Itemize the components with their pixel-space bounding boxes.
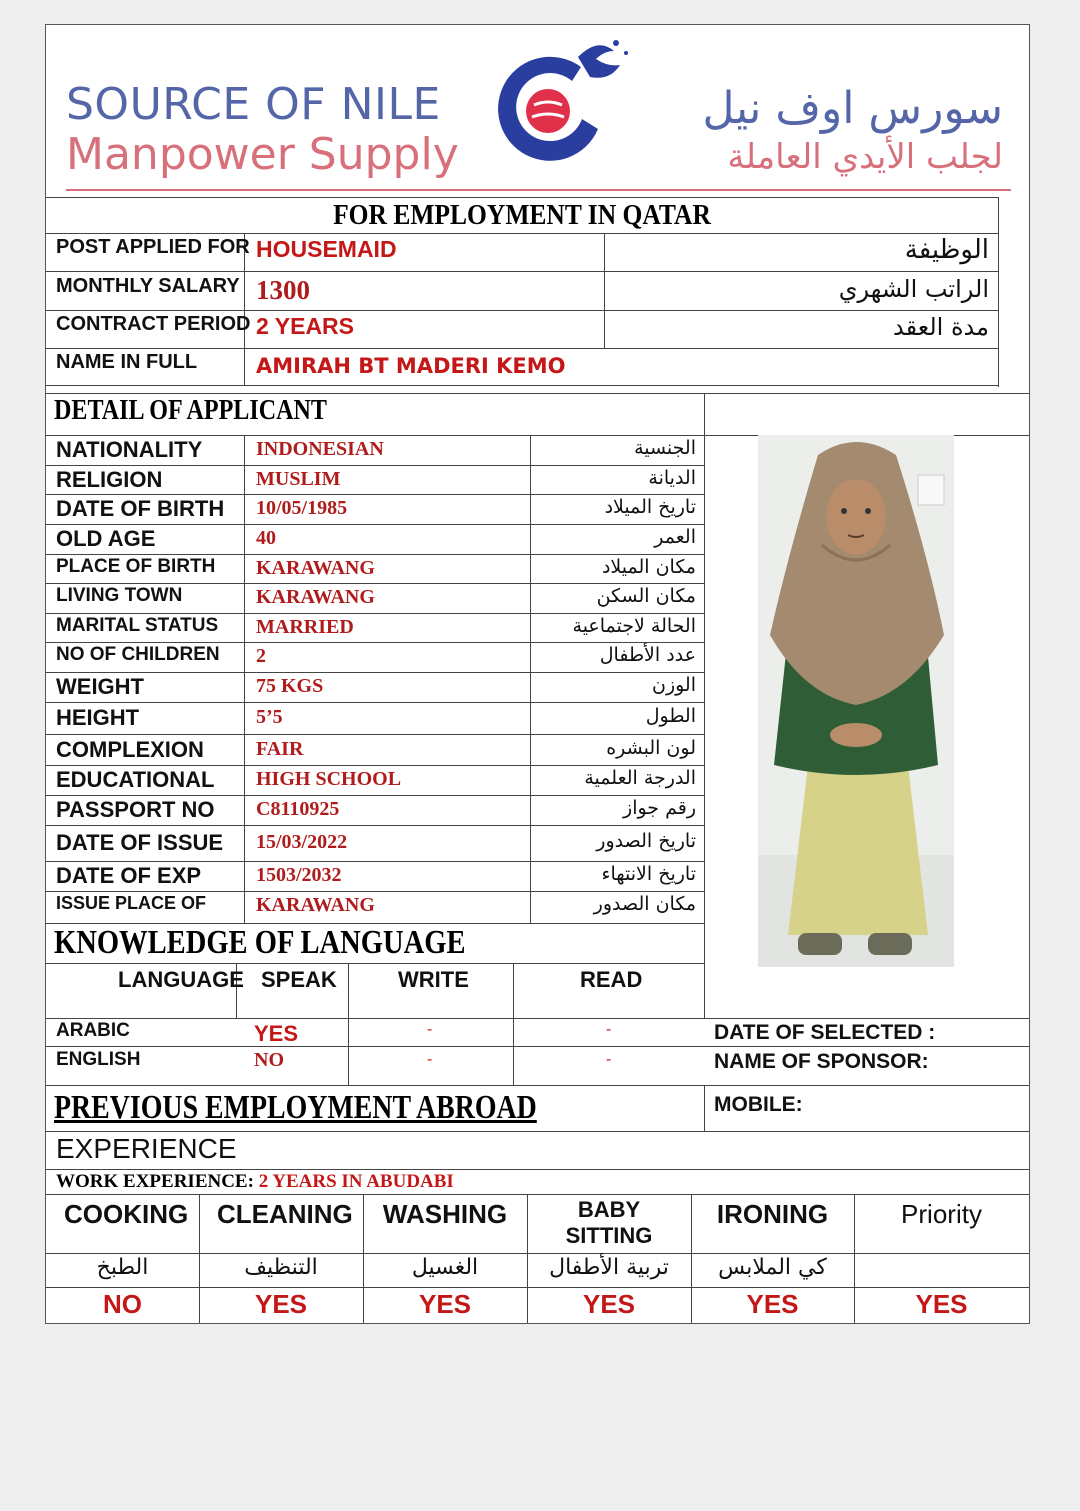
detail-label-ar: عدد الأطفال [599,644,696,666]
detail-value: 40 [256,527,276,549]
sponsor-mobile: MOBILE: [714,1093,803,1116]
detail-value: 10/05/1985 [256,497,348,519]
language-title: KNOWLEDGE OF LANGUAGE [54,924,466,961]
detail-value: KARAWANG [256,894,375,916]
sponsor-name: NAME OF SPONSOR: [714,1050,929,1073]
detail-value: C8110925 [256,798,340,820]
detail-value: 1503/2032 [256,864,342,886]
skill-value: NO [103,1289,142,1319]
skill-name-ar: التنظيف [244,1255,318,1280]
detail-row [46,642,704,672]
detail-label: RELIGION [56,466,163,492]
application-form [45,24,1030,1324]
detail-label-ar: الدرجة العلمية [584,767,696,789]
work-experience-value: 2 YEARS IN ABUDABI [258,1171,454,1192]
header-banner [46,25,1029,197]
company-tagline-ar: لجلب الأيدي العاملة [727,137,1003,177]
language-speak: YES [254,1021,299,1046]
company-logo-icon [486,37,636,177]
detail-label-ar: تاريخ الانتهاء [601,863,696,885]
applicant-photo [758,435,954,967]
detail-label-ar: مكان الميلاد [601,555,696,578]
skill-name: Priority [901,1199,982,1229]
post-applied-label: POST APPLIED FOR [56,236,250,258]
full-name-value: AMIRAH BT MADERI KEMO [256,354,566,378]
skill-name: WASHING [382,1199,508,1229]
contract-period-value: 2 YEARS [256,313,355,339]
skill-name-ar: تربية الأطفال [549,1255,669,1280]
post-applied-ar: الوظيفة [904,235,989,265]
post-applied-value: HOUSEMAID [256,236,397,262]
skill-value: YES [582,1289,636,1319]
detail-label-ar: الطول [645,705,696,727]
detail-label: NATIONALITY [56,437,203,462]
detail-label: WEIGHT [56,674,144,699]
detail-row [46,524,704,554]
detail-label: DATE OF ISSUE [56,830,224,855]
detail-row [46,494,704,524]
detail-value: FAIR [256,737,304,760]
language-write: - [427,1021,433,1038]
experience-title: EXPERIENCE [56,1133,237,1164]
detail-value: HIGH SCHOOL [256,768,402,790]
company-name-ar: سورس اوف نيل [702,83,1003,134]
detail-row [46,825,704,861]
header-divider [66,189,1011,191]
detail-label-ar: لون البشره [606,736,696,759]
language-name: ENGLISH [56,1049,141,1070]
detail-label: EDUCATIONAL [56,767,215,792]
detail-row [46,672,704,702]
lang-header-language: LANGUAGE [118,967,244,992]
detail-label: MARITAL STATUS [56,614,219,636]
language-read: - [606,1021,612,1038]
lang-header-read: READ [580,967,643,992]
skill-name: CLEANING [217,1199,353,1229]
detail-label: COMPLEXION [56,736,204,762]
language-speak: NO [254,1049,284,1071]
skill-name: IRONING [716,1199,829,1229]
contract-period-label: CONTRACT PERIOD [56,313,251,335]
detail-label: OLD AGE [56,526,156,551]
monthly-salary-value: 1300 [256,275,310,305]
detail-row [46,891,704,921]
language-read: - [606,1051,612,1068]
company-name-en: SOURCE OF NILE [66,79,441,130]
detail-row [46,554,704,583]
skill-value: YES [254,1289,308,1319]
detail-label: HEIGHT [56,705,140,730]
detail-row [46,702,704,734]
form-title: FOR EMPLOYMENT IN QATAR [333,199,711,231]
detail-label-ar: مكان السكن [596,585,696,607]
detail-row [46,734,704,765]
detail-row [46,465,704,494]
detail-row [46,795,704,825]
lang-header-write: WRITE [398,967,469,992]
detail-label-ar: مكان الصدور [593,893,696,915]
detail-label: LIVING TOWN [56,585,183,606]
monthly-salary-ar: الراتب الشهري [838,275,989,303]
skill-name-ar: الغسيل [411,1255,479,1280]
detail-label-ar: الوزن [651,674,696,696]
skill-name: COOKING [64,1199,189,1229]
detail-value: KARAWANG [256,586,375,608]
detail-value: 5’5 [256,706,283,728]
skill-name: BABY SITTING [565,1197,653,1248]
detail-value: 75 KGS [256,675,324,697]
language-name: ARABIC [56,1020,130,1041]
detail-row [46,583,704,613]
detail-label-ar: رقم جواز [623,797,696,819]
detail-label: PLACE OF BIRTH [56,555,216,577]
detail-value: MUSLIM [256,467,341,490]
detail-label-ar: تاريخ الصدور [596,830,696,852]
detail-label: PASSPORT NO [56,797,215,822]
detail-label: DATE OF BIRTH [56,496,225,521]
contract-period-ar: مدة العقد [893,313,989,341]
detail-label: DATE OF EXP [56,863,202,888]
detail-row [46,613,704,642]
detail-label-ar: الديانة [648,466,696,489]
detail-label-ar: تاريخ الميلاد [604,496,696,518]
detail-label: NO OF CHILDREN [56,644,220,665]
skill-value: YES [746,1289,799,1319]
detail-label-ar: الجنسية [634,437,696,459]
detail-title: DETAIL OF APPLICANT [54,395,327,426]
previous-employment-title: PREVIOUS EMPLOYMENT ABROAD [54,1089,537,1126]
detail-row [46,435,704,465]
detail-row [46,861,704,891]
language-write: - [427,1051,433,1068]
work-experience [56,1171,454,1193]
sponsor-date-selected: DATE OF SELECTED : [714,1021,936,1044]
company-tagline-en: Manpower Supply [66,129,459,180]
lang-header-speak: SPEAK [261,967,337,992]
detail-value: KARAWANG [256,556,375,579]
detail-label-ar: الحالة لاجتماعية [572,614,696,637]
work-experience-label: WORK EXPERIENCE: [56,1171,254,1192]
detail-label: ISSUE PLACE OF [56,893,207,913]
detail-value: INDONESIAN [256,438,384,460]
skill-value: YES [418,1289,472,1319]
skill-name-ar: الطبخ [96,1255,149,1280]
skill-value: YES [915,1289,968,1319]
detail-value: 2 [256,645,266,667]
detail-row [46,765,704,795]
skill-name-ar: كي الملابس [718,1255,827,1280]
full-name-label: NAME IN FULL [56,351,198,373]
detail-value: 15/03/2022 [256,831,348,853]
detail-label-ar: العمر [654,526,696,548]
monthly-salary-label: MONTHLY SALARY [56,275,240,297]
detail-value: MARRIED [256,615,354,638]
